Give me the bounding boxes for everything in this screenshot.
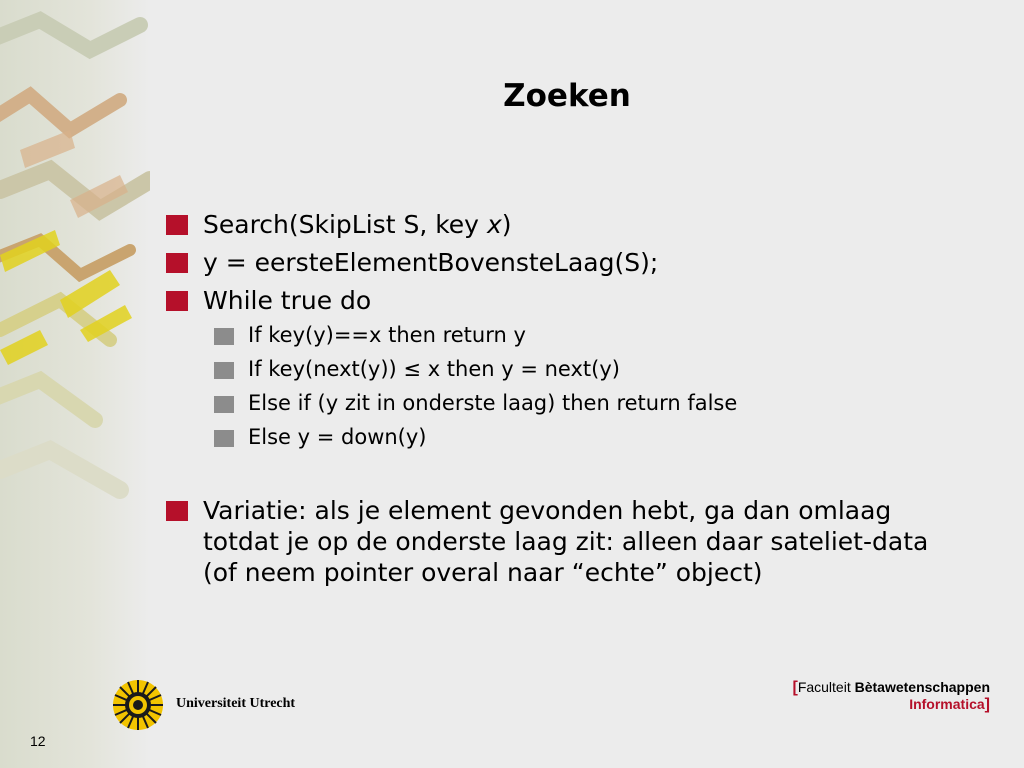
sub-bullet-marker (214, 430, 234, 447)
page-number: 12 (30, 733, 46, 749)
bracket-close: ] (984, 696, 990, 713)
bullet-search (166, 209, 986, 240)
bullet-assign (166, 247, 986, 278)
faculty-prefix: Faculteit (797, 679, 855, 695)
bullet-marker (166, 291, 188, 311)
university-name: Universiteit Utrecht (176, 696, 296, 711)
sub-bullet-4 (214, 424, 974, 450)
bullet-marker (166, 501, 188, 521)
faculty-label (792, 679, 990, 713)
search-variable: x (486, 210, 502, 239)
decorative-side-image (0, 0, 150, 768)
bullet-while (166, 285, 986, 316)
bullet-marker (166, 215, 188, 235)
sub-bullet-marker (214, 328, 234, 345)
bullet-marker (166, 253, 188, 273)
sub-bullet-text: If key(next(y)) ≤ x then y = next(y) (248, 357, 620, 381)
slide-title: Zoeken (503, 78, 631, 114)
bullet-text: While true do (203, 286, 372, 315)
faculty-name: Bètawetenschappen (854, 679, 990, 695)
sub-bullet-3 (214, 390, 974, 416)
search-suffix: ) (501, 210, 512, 239)
search-prefix: Search(SkipList S, key (203, 210, 487, 239)
sub-bullet-marker (214, 362, 234, 379)
department-name: Informatica (909, 696, 985, 712)
university-seal-logo (112, 679, 164, 731)
sub-bullet-1 (214, 322, 974, 348)
bullet-text: Variatie: als je element gevonden hebt, ga dan omlaag totdat je op de onderste laag zit: alleen daar sateliet-data (of neem pointer overal naar “echte” object) (203, 496, 929, 587)
bullet-variatie (166, 495, 966, 588)
sub-bullet-2 (214, 356, 974, 382)
bracket-open: [ (792, 679, 798, 696)
sub-bullet-marker (214, 396, 234, 413)
sub-bullet-text: Else y = down(y) (248, 425, 427, 449)
bullet-text: y = eersteElementBovensteLaag(S); (203, 248, 659, 277)
sub-bullet-text: Else if (y zit in onderste laag) then return false (248, 391, 738, 415)
sub-bullet-text: If key(y)==x then return y (248, 323, 526, 347)
